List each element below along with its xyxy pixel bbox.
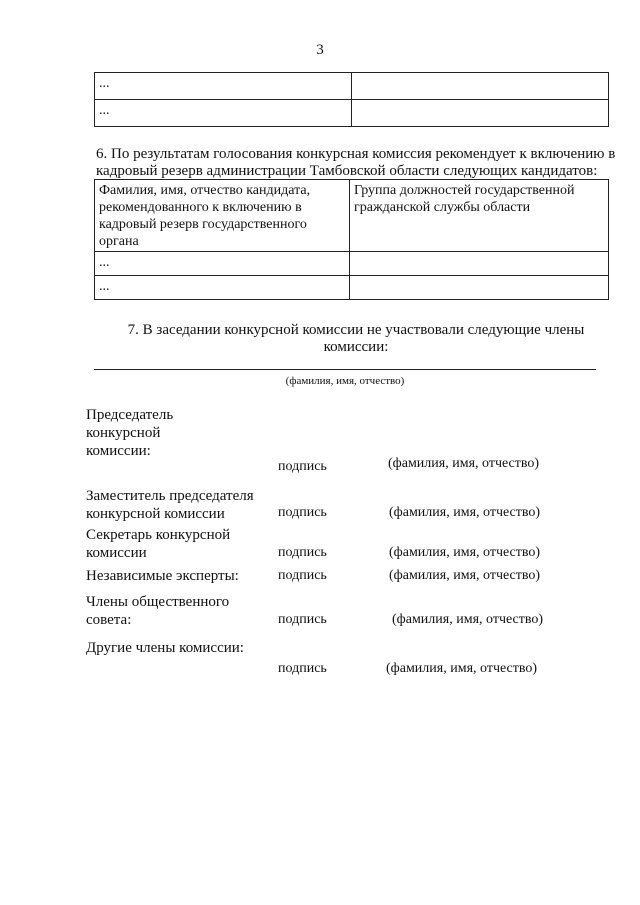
signature-label: подпись	[278, 545, 327, 560]
header-cell-candidate: Фамилия, имя, отчество кандидата, рекомендованного к включению в кадровый резерв государственного органа	[95, 180, 350, 252]
fio-label: (фамилия, имя, отчество)	[386, 661, 538, 676]
absent-members-caption: (фамилия, имя, отчество)	[285, 375, 405, 387]
table-cell: ...	[95, 276, 350, 300]
signature-label: подпись	[278, 612, 327, 627]
fio-label: (фамилия, имя, отчество)	[389, 545, 541, 560]
table-header-row	[95, 180, 609, 252]
table-cell: ...	[95, 73, 352, 100]
signature-label: подпись	[278, 661, 327, 676]
role-independent-experts: Независимые эксперты:	[86, 568, 239, 584]
table-row	[95, 276, 609, 300]
table-row	[95, 73, 609, 100]
table-cell	[350, 252, 609, 276]
table-cell: ...	[95, 252, 350, 276]
role-deputy-chairman: Заместитель председателя конкурсной комиссии	[86, 488, 254, 522]
role-secretary: Секретарь конкурсной комиссии	[86, 527, 231, 561]
signature-label: подпись	[278, 568, 327, 583]
fio-label: (фамилия, имя, отчество)	[388, 456, 540, 471]
table-cell: ...	[95, 100, 352, 127]
candidates-table	[94, 179, 609, 300]
role-other-members: Другие члены комиссии:	[86, 640, 244, 656]
section-6-paragraph: 6. По результатам голосования конкурсная комиссия рекомендует к включению в кадровый резерв администрации Тамбовской области следующих кандидатов:	[96, 146, 616, 179]
table-cell	[350, 276, 609, 300]
signature-label: подпись	[278, 459, 327, 474]
role-public-council-members: Члены общественного совета:	[86, 594, 230, 628]
header-cell-position-group: Группа должностей государственной гражданской службы области	[350, 180, 609, 252]
fio-label: (фамилия, имя, отчество)	[389, 568, 541, 583]
page-number: 3	[316, 42, 324, 58]
continued-table	[94, 72, 609, 127]
absent-members-line	[94, 369, 596, 370]
section-7-paragraph: 7. В заседании конкурсной комиссии не участвовали следующие члены комиссии:	[127, 322, 585, 355]
table-cell	[352, 73, 609, 100]
fio-label: (фамилия, имя, отчество)	[392, 612, 544, 627]
table-row	[95, 100, 609, 127]
table-row	[95, 252, 609, 276]
fio-label: (фамилия, имя, отчество)	[389, 505, 541, 520]
table-cell	[352, 100, 609, 127]
role-chairman: Председатель конкурсной комиссии:	[86, 407, 174, 459]
signature-label: подпись	[278, 505, 327, 520]
